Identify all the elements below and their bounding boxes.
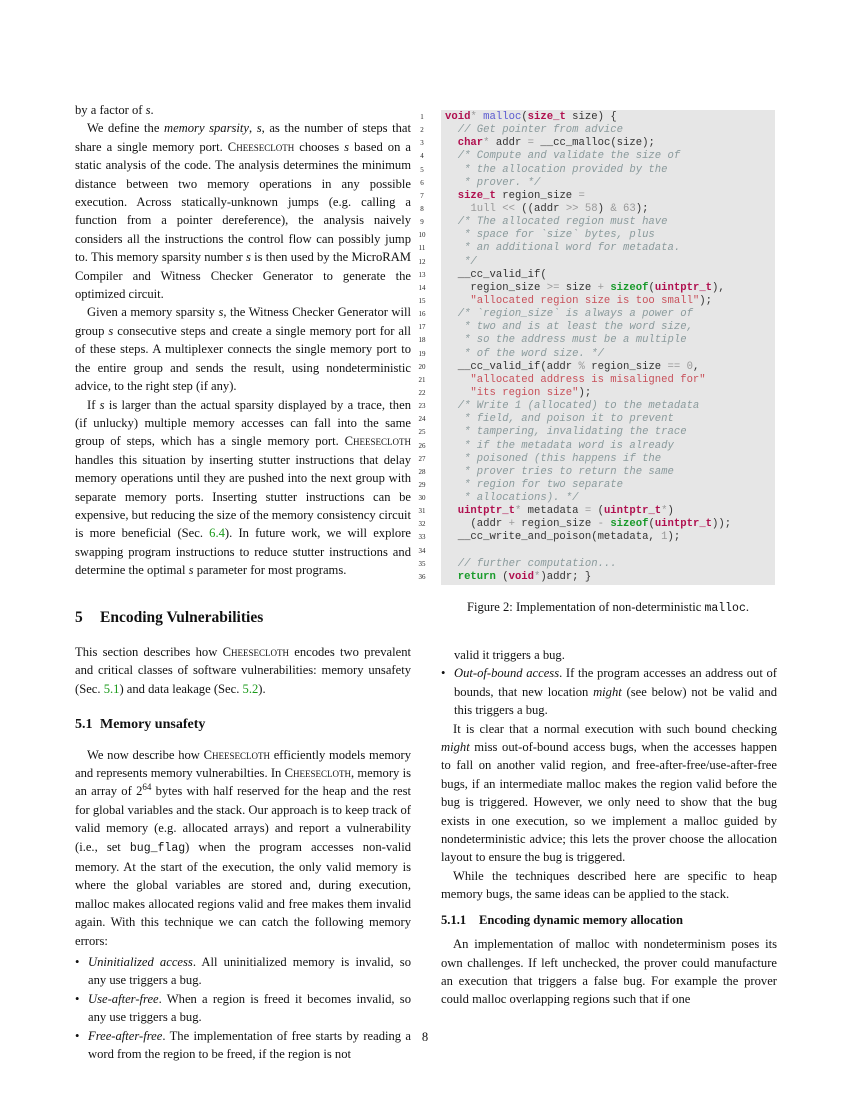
code-token: size_t bbox=[527, 111, 566, 123]
code-token: * the allocation provided by the bbox=[445, 163, 668, 176]
code-token: // further computation... bbox=[445, 557, 617, 570]
emphasis: memory sparsity bbox=[163, 121, 249, 136]
emphasis: s bbox=[188, 563, 194, 578]
text: ). In future work, we will explore swapping program instructions to reduce stutter instructions and determine the optimal bbox=[75, 526, 411, 578]
code-token: = bbox=[527, 137, 541, 150]
code-line bbox=[445, 374, 706, 387]
code-token: * bbox=[470, 111, 484, 123]
text: parameter for most programs. bbox=[193, 563, 347, 578]
text: We now describe how bbox=[87, 747, 204, 762]
code-token: * two and is at least the word size, bbox=[445, 321, 693, 334]
code-token: * allocations). */ bbox=[445, 492, 579, 505]
right-column bbox=[441, 646, 777, 1009]
code-token: /* `region_size` is always a power of bbox=[445, 308, 693, 321]
code-line bbox=[445, 413, 674, 426]
code-token: /* Write 1 (allocated) to the metadata bbox=[445, 400, 700, 413]
line-number: 23 bbox=[418, 402, 426, 411]
code-token bbox=[445, 571, 458, 583]
text: . The implementation of free starts by reading a word from the region to be freed, if the region is not bbox=[88, 1028, 411, 1062]
bullet-item bbox=[75, 990, 411, 1027]
line-number: 36 bbox=[418, 572, 426, 581]
line-number: 8 bbox=[420, 204, 424, 213]
code-token: * bbox=[514, 505, 528, 518]
code-token: sizeof bbox=[610, 281, 649, 294]
text: handles this situation by inserting stutter instructions that delay memory operations until they are pushed into the next group with separate memory ports. Inserting stutter instructions can be expensive, but reducing the size of the memory consistency circuit is more beneficial (Sec. bbox=[75, 452, 411, 541]
text: . bbox=[150, 103, 154, 117]
line-number: 17 bbox=[418, 323, 426, 332]
code-line bbox=[445, 531, 680, 544]
code-line bbox=[445, 124, 623, 137]
text: chooses bbox=[294, 139, 345, 154]
paragraph bbox=[75, 643, 411, 698]
system-name: Cheesecloth bbox=[222, 644, 289, 659]
line-number: 4 bbox=[420, 152, 424, 161]
page-number: 8 bbox=[421, 1030, 429, 1044]
code-token: malloc bbox=[483, 111, 522, 123]
line-number: 2 bbox=[420, 126, 424, 135]
code-token: ); bbox=[635, 202, 649, 215]
code-token bbox=[445, 203, 470, 215]
line-number: 14 bbox=[418, 283, 426, 292]
section-link[interactable]: 5.1 bbox=[103, 681, 120, 696]
paragraph bbox=[441, 867, 777, 904]
text: , memory is an array of 2 bbox=[75, 766, 411, 799]
emphasis: might bbox=[593, 684, 622, 699]
text: encodes two prevalent and critical classes of software vulnerabilities: memory unsafety (Sec. bbox=[75, 644, 412, 696]
code-token: * of the word size. */ bbox=[445, 347, 604, 360]
text: While the techniques described here are specific to heap memory bugs, the same ideas can be applied to the stack. bbox=[441, 868, 777, 902]
code-line bbox=[445, 111, 617, 124]
code-token: ( bbox=[495, 570, 509, 583]
text: . All uninitialized memory is invalid, so any use triggers a bug. bbox=[88, 955, 411, 988]
code-token: - bbox=[597, 518, 611, 531]
code-token: 1 bbox=[661, 531, 668, 544]
code-line bbox=[445, 558, 617, 571]
line-number: 24 bbox=[418, 415, 426, 424]
emphasis: Out-of-bound access bbox=[454, 666, 560, 681]
section-heading bbox=[75, 609, 411, 627]
line-number: 10 bbox=[418, 231, 426, 240]
text: It is clear that a normal execution with such bound checking bbox=[453, 721, 777, 736]
code-token: __cc_valid_if(addr bbox=[445, 360, 579, 373]
code-token: * bbox=[483, 137, 496, 150]
emphasis: s bbox=[245, 250, 251, 265]
line-number: 7 bbox=[420, 191, 424, 200]
code-token: * poisoned (this happens if the bbox=[445, 452, 662, 465]
code-line bbox=[445, 229, 655, 242]
text: . If the program accesses an address out of bounds, that new location bbox=[454, 666, 777, 699]
code-token: region_size bbox=[521, 518, 598, 531]
line-number: 28 bbox=[418, 467, 426, 476]
code-token: /* Compute and validate the size of bbox=[445, 150, 681, 163]
text: Memory unsafety bbox=[100, 717, 206, 733]
code-token: uintptr_t bbox=[457, 505, 515, 518]
code-token: , bbox=[692, 360, 700, 373]
system-name: Cheesecloth bbox=[284, 766, 351, 780]
code-token: sizeof bbox=[610, 518, 649, 531]
line-number: 22 bbox=[418, 388, 426, 397]
code-line bbox=[445, 216, 668, 229]
line-number: 21 bbox=[418, 375, 426, 384]
text: ). bbox=[258, 681, 266, 696]
emphasis: Free-after-free bbox=[88, 1028, 163, 1043]
text: Given a memory sparsity bbox=[87, 305, 219, 320]
code-line bbox=[445, 137, 655, 150]
text: based on a static analysis of the code. The analysis determines the minimum distance between two memory operations in any possible execution. Across statically-unknown jumps (e.g. calling a function from a pointer dereference), the analysis naively considers all the instructions the control flow can possibly jump to. This memory sparsity number bbox=[75, 139, 411, 265]
code-token: uintptr_t bbox=[654, 518, 713, 531]
code-line bbox=[445, 334, 687, 347]
system-name: Cheesecloth bbox=[227, 139, 295, 154]
code-token: region_size bbox=[495, 189, 579, 202]
code-token: * space for `size` bytes, plus bbox=[445, 229, 655, 242]
code-token: */ bbox=[445, 255, 477, 268]
code-listing bbox=[441, 110, 775, 585]
paragraph bbox=[75, 746, 411, 950]
line-number: 11 bbox=[418, 244, 426, 253]
text: , as the number of steps that share a single memory port. bbox=[75, 121, 411, 154]
code-token: * region for two separate bbox=[445, 478, 624, 491]
code-token: ) bbox=[597, 202, 611, 215]
caption-text: Figure 2: Implementation of non-deterministic bbox=[466, 600, 705, 614]
emphasis: s bbox=[218, 305, 224, 320]
line-number: 34 bbox=[418, 546, 426, 555]
inline-code: bug_flag bbox=[129, 841, 186, 855]
line-number: 5 bbox=[420, 165, 424, 174]
code-token: __cc_valid_if( bbox=[445, 268, 547, 281]
code-line bbox=[445, 571, 591, 584]
code-token: // Get pointer from advice bbox=[445, 124, 624, 137]
code-token: return bbox=[457, 570, 496, 583]
code-line bbox=[445, 400, 699, 413]
text: We define the bbox=[87, 121, 164, 136]
text: Encoding Vulnerabilities bbox=[100, 608, 264, 626]
code-line bbox=[445, 387, 591, 400]
code-token: "allocated region size is too small" bbox=[445, 294, 700, 307]
code-line bbox=[445, 479, 623, 492]
code-token: uintptr_t bbox=[603, 505, 662, 518]
text: Encoding dynamic memory allocation bbox=[479, 912, 683, 927]
code-token: addr bbox=[495, 137, 528, 150]
code-token: (addr bbox=[445, 518, 509, 531]
emphasis: s bbox=[145, 103, 151, 117]
code-line bbox=[445, 242, 680, 255]
code-line bbox=[445, 361, 699, 374]
code-token: * so the address must be a multiple bbox=[445, 334, 687, 347]
line-number: 33 bbox=[418, 533, 426, 542]
code-token: * field, and poison it to prevent bbox=[445, 413, 674, 426]
code-token: % bbox=[578, 360, 592, 373]
code-token: * an additional word for metadata. bbox=[445, 242, 681, 255]
code-token: ( bbox=[597, 505, 604, 518]
caption-code: malloc bbox=[704, 602, 746, 615]
text: An implementation of malloc with nondeterminism poses its own challenges. If left unchecked, the prover could manufacture an execution that triggers a false bug. For example the prover could malloc overlapping regions such that if one bbox=[441, 937, 777, 1007]
bullet-item bbox=[441, 664, 777, 719]
code-token: size_t bbox=[457, 189, 496, 202]
paragraph bbox=[441, 720, 777, 867]
left-column bbox=[75, 101, 411, 1064]
code-line bbox=[445, 505, 674, 518]
code-line bbox=[445, 150, 680, 163]
code-token: void bbox=[508, 570, 535, 583]
line-number: 6 bbox=[420, 178, 424, 187]
paragraph bbox=[75, 303, 411, 395]
code-token: * tampering, invalidating the trace bbox=[445, 426, 687, 439]
code-line bbox=[445, 190, 585, 203]
text: (see below) not be valid and this triggers a bug. bbox=[454, 684, 778, 718]
text: , bbox=[249, 121, 257, 136]
code-token: "allocated address is misaligned for" bbox=[445, 373, 706, 386]
figure-caption bbox=[441, 598, 775, 618]
text: bytes with half reserved for the heap and the rest for global variables and the stack. Our approach is to keep track of valid memory (e.g. allocated arrays) and report a vulnerability (i.e., set bbox=[75, 784, 411, 854]
text: consecutive steps and create a single memory port for all of these steps. A multiplexer connects the single memory port to the entire group and sends the result, using nondeterministic advice, to the right step (if any). bbox=[75, 323, 411, 394]
emphasis: s bbox=[256, 121, 262, 136]
code-token: )); bbox=[712, 518, 732, 531]
code-token: ( bbox=[521, 111, 528, 123]
system-name: Cheesecloth bbox=[203, 747, 271, 762]
paragraph bbox=[75, 101, 411, 119]
code-token: ( bbox=[648, 281, 655, 294]
code-line bbox=[445, 295, 712, 308]
code-token: + bbox=[597, 281, 611, 294]
paragraph bbox=[75, 119, 411, 303]
code-token: "its region size" bbox=[445, 386, 579, 399]
caption-end: . bbox=[745, 600, 750, 614]
code-token: >> 58 bbox=[565, 202, 598, 215]
code-line bbox=[445, 177, 540, 190]
text: ) and data leakage (Sec. bbox=[119, 681, 243, 696]
code-token: __cc_write_and_poison(metadata, bbox=[445, 531, 662, 544]
code-token bbox=[445, 190, 458, 202]
code-line bbox=[445, 518, 731, 531]
code-token: ); bbox=[699, 294, 713, 307]
code-token: size) { bbox=[565, 111, 617, 123]
text: If bbox=[87, 397, 100, 412]
emphasis: might bbox=[441, 740, 470, 755]
line-number: 1 bbox=[420, 113, 424, 121]
line-number: 26 bbox=[418, 441, 426, 450]
system-name: Cheesecloth bbox=[344, 434, 411, 449]
text: by a factor of bbox=[75, 103, 146, 117]
emphasis: s bbox=[108, 323, 114, 338]
code-token: char bbox=[457, 137, 484, 150]
code-line bbox=[445, 348, 604, 361]
text: , the Witness Checker Generator will group bbox=[75, 305, 412, 338]
code-line bbox=[445, 282, 725, 295]
section-heading bbox=[441, 911, 777, 929]
code-token: /* The allocated region must have bbox=[445, 216, 668, 229]
code-line bbox=[445, 440, 674, 453]
emphasis: s bbox=[99, 397, 105, 412]
line-number: 32 bbox=[418, 520, 426, 529]
code-token: * bbox=[534, 570, 541, 583]
line-number: 18 bbox=[418, 336, 426, 345]
code-line bbox=[445, 256, 477, 269]
code-token: + bbox=[508, 518, 522, 531]
text: miss out-of-bound access bugs, when the accesses happen to fall on another valid region, and free-after-free/use-after-free bugs, if an intermediate malloc makes the region valid before the bug is triggered. However, we only need to show that the bug exists in one execution, so we implement a malloc guided by nondeterministic advice; this lets the prover choose the allocation layout to ensure the bug is triggered. bbox=[441, 740, 777, 865]
line-number: 12 bbox=[418, 257, 426, 266]
text: is larger than the actual sparsity displayed by a trace, then (if unlucky) multiple memory accesses can fall into the same group of steps, which has a single memory port. bbox=[75, 397, 411, 449]
code-token: == 0 bbox=[667, 360, 693, 373]
code-token: region_size bbox=[445, 281, 547, 294]
code-token: void bbox=[445, 111, 471, 123]
code-token: >= bbox=[546, 281, 566, 294]
section-heading bbox=[75, 716, 411, 734]
section-link[interactable]: 5.2 bbox=[242, 681, 259, 696]
section-number: 5.1.1 bbox=[441, 912, 467, 927]
code-token: ) bbox=[667, 505, 674, 518]
line-number: 13 bbox=[418, 270, 426, 279]
line-number: 25 bbox=[418, 428, 426, 437]
code-line bbox=[445, 426, 687, 439]
code-line bbox=[445, 453, 661, 466]
section-number: 5.1 bbox=[75, 717, 93, 733]
code-token: __cc_malloc(size); bbox=[540, 137, 655, 150]
code-line bbox=[445, 321, 693, 334]
code-token: 1ull << bbox=[470, 202, 522, 215]
code-line bbox=[445, 308, 693, 321]
code-token: = bbox=[584, 505, 598, 518]
code-token: & 63 bbox=[610, 202, 636, 215]
line-number: 35 bbox=[418, 559, 426, 568]
code-line bbox=[445, 466, 674, 479]
code-token: * prover. */ bbox=[445, 176, 541, 189]
code-line bbox=[445, 269, 547, 282]
text: This section describes how bbox=[75, 644, 223, 659]
code-token: ), bbox=[712, 281, 725, 294]
code-token: * if the metadata word is already bbox=[445, 439, 674, 452]
code-token: )addr; } bbox=[540, 570, 592, 583]
code-token: region_size bbox=[591, 360, 668, 373]
text: ) when the program accesses non-valid memory. At the start of the execution, the only valid memory is where the global variables are stored and, during execution, malloc makes allocated regions valid and free makes them invalid again. With this technique we can catch the following memory errors: bbox=[75, 839, 412, 948]
code-token: ((addr bbox=[521, 202, 566, 215]
text: efficiently models memory and represents memory vulnerabilties. In bbox=[75, 747, 411, 780]
code-token: * bbox=[661, 505, 668, 518]
line-number: 16 bbox=[418, 310, 426, 319]
code-token: uintptr_t bbox=[654, 281, 713, 294]
emphasis: Uninitialized access bbox=[88, 955, 193, 970]
emphasis: s bbox=[344, 139, 350, 154]
line-number: 15 bbox=[418, 296, 426, 305]
emphasis: Use-after-free bbox=[88, 991, 159, 1006]
line-number: 3 bbox=[420, 139, 424, 148]
code-token: metadata bbox=[527, 505, 585, 518]
paragraph bbox=[75, 396, 411, 580]
code-token: size bbox=[565, 281, 598, 294]
code-token: ( bbox=[648, 518, 655, 531]
line-number: 20 bbox=[418, 362, 426, 371]
code-token: ); bbox=[667, 531, 681, 544]
line-number: 9 bbox=[420, 218, 424, 227]
line-number: 29 bbox=[418, 480, 426, 489]
code-token: ); bbox=[578, 386, 592, 399]
section-number: 5 bbox=[75, 608, 83, 626]
code-token: = bbox=[578, 189, 585, 202]
code-line bbox=[445, 203, 648, 216]
line-number: 19 bbox=[418, 349, 426, 358]
code-token bbox=[445, 137, 458, 149]
code-token bbox=[445, 505, 458, 517]
paragraph bbox=[441, 646, 790, 664]
section-link[interactable]: 6.4 bbox=[209, 526, 225, 541]
code-line bbox=[445, 164, 668, 177]
text: is then used by the MicroRAM Compiler and Witness Checker Generator to generate the optimized circuit. bbox=[75, 250, 411, 302]
line-number: 31 bbox=[418, 507, 426, 516]
text: valid it triggers a bug. bbox=[454, 648, 565, 662]
text: . When a region is freed it becomes invalid, so any use triggers a bug. bbox=[88, 991, 411, 1025]
line-number: 30 bbox=[418, 494, 426, 503]
superscript: 64 bbox=[142, 782, 152, 793]
paragraph bbox=[441, 935, 777, 1009]
code-token: * prover tries to return the same bbox=[445, 465, 674, 478]
bullet-item bbox=[75, 953, 411, 990]
line-number: 27 bbox=[418, 454, 426, 463]
code-line bbox=[445, 492, 579, 505]
